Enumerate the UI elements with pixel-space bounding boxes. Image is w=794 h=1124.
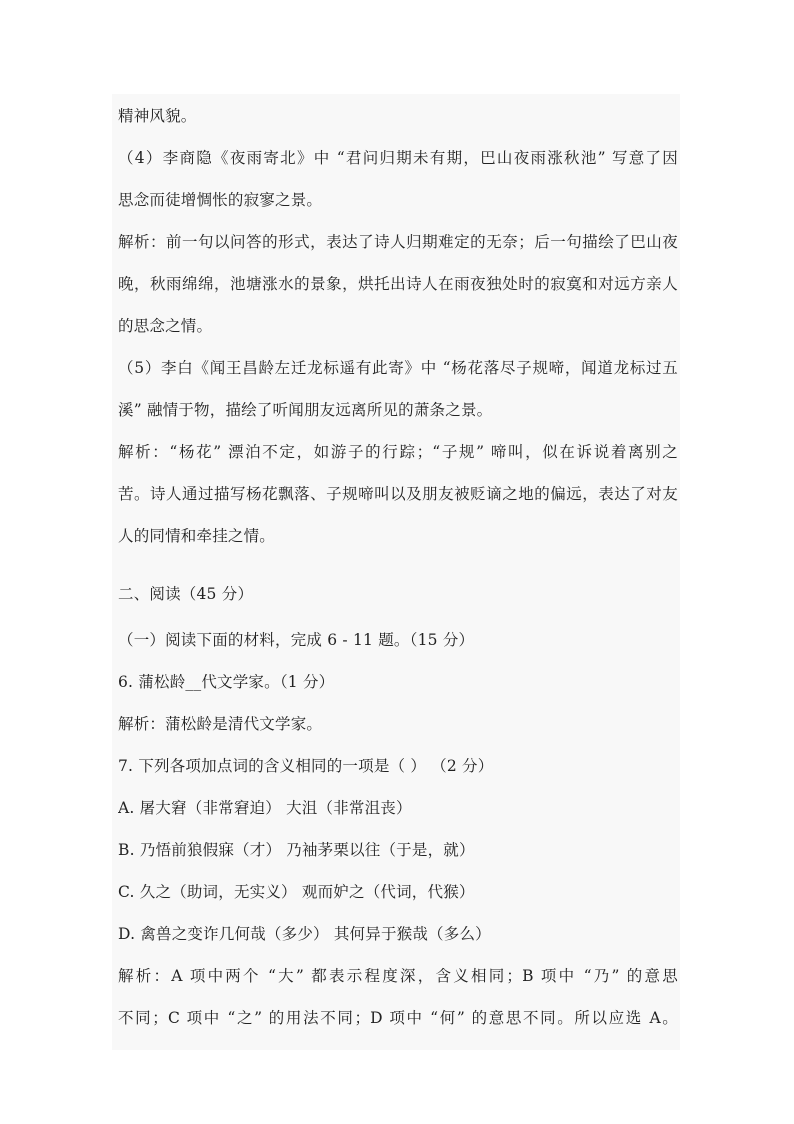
option-a: A. 屠大窘（非常窘迫） 大沮（非常沮丧） bbox=[118, 799, 412, 817]
text-line: 的思念之情。 bbox=[118, 317, 213, 335]
question-line: 7. 下列各项加点词的含义相同的一项是（ ） （2 分） bbox=[118, 757, 494, 775]
text-line: （一）阅读下面的材料，完成 6 - 11 题。（15 分） bbox=[118, 631, 475, 649]
text-line: 苦。诗人通过描写杨花飘落、子规啼叫以及朋友被贬谪之地的偏远，表达了对友 bbox=[118, 485, 678, 503]
section-heading: 二、阅读（45 分） bbox=[118, 585, 254, 603]
text-line: 溪” 融情于物，描绘了听闻朋友远离所见的萧条之景。 bbox=[118, 401, 493, 419]
text-line: 解析：蒲松龄是清代文学家。 bbox=[118, 715, 323, 733]
text-line: 解析：前一句以问答的形式，表达了诗人归期难定的无奈；后一句描绘了巴山夜 bbox=[118, 233, 678, 251]
text-line: 晚，秋雨绵绵，池塘涨水的景象，烘托出诗人在雨夜独处时的寂寞和对远方亲人 bbox=[118, 275, 678, 293]
text-line: 精神风貌。 bbox=[118, 107, 197, 125]
text-line: 不同；C 项中 “之” 的用法不同；D 项中 “何” 的意思不同。所以应选 A。 bbox=[118, 1009, 678, 1027]
text-line: （4）李商隐《夜雨寄北》中 “君问归期未有期，巴山夜雨涨秋池” 写意了因 bbox=[118, 149, 678, 167]
text-line: 解析：“杨花” 漂泊不定，如游子的行踪；“子规” 啼叫，似在诉说着离别之 bbox=[118, 443, 678, 461]
option-c: C. 久之（助词，无实义） 观而妒之（代词，代猴） bbox=[118, 883, 475, 901]
text-line: 解析：A 项中两个 “大” 都表示程度深，含义相同；B 项中 “乃” 的意思 bbox=[118, 967, 678, 985]
text-line: 人的同情和牵挂之情。 bbox=[118, 527, 276, 545]
text-line: （5）李白《闻王昌龄左迁龙标遥有此寄》中 “杨花落尽子规啼，闻道龙标过五 bbox=[118, 359, 678, 377]
option-d: D. 禽兽之变诈几何哉（多少） 其何异于猴哉（多么） bbox=[118, 925, 491, 943]
option-b: B. 乃悟前狼假寐（才） 乃袖茅栗以往（于是，就） bbox=[118, 841, 475, 859]
text-line: 思念而徒增惆怅的寂寥之景。 bbox=[118, 191, 323, 209]
question-line: 6. 蒲松龄__代文学家。（1 分） bbox=[118, 673, 335, 691]
